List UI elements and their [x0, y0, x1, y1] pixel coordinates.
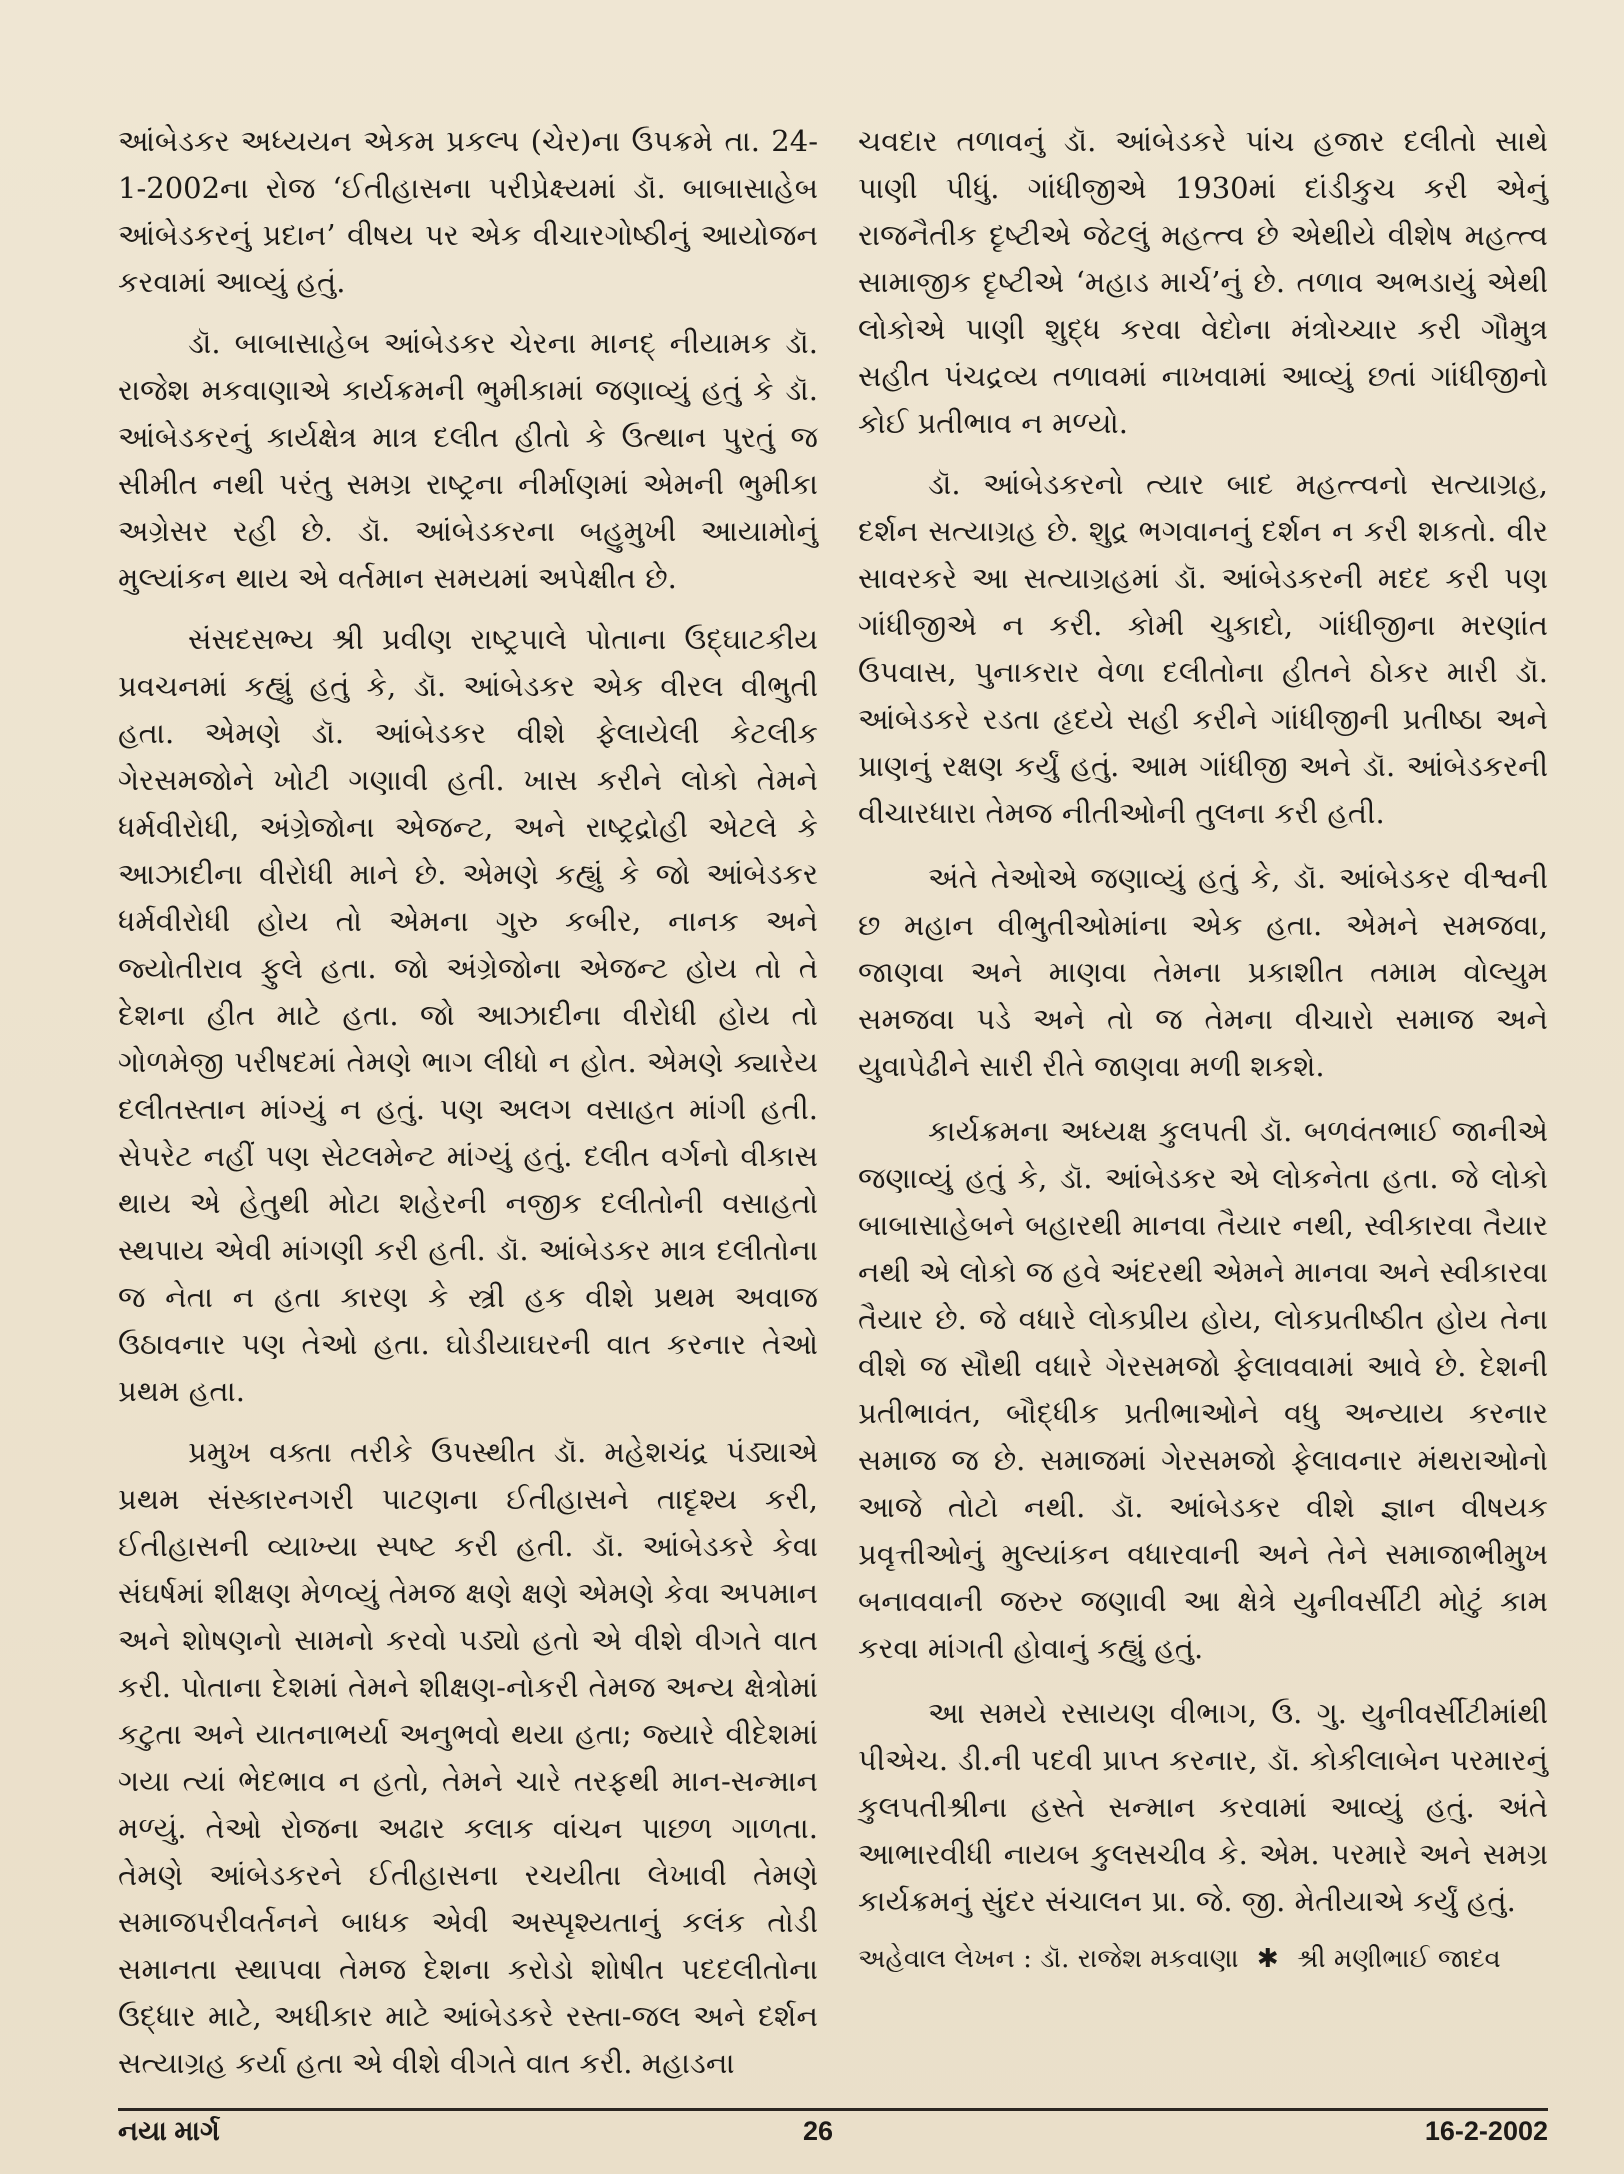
paragraph: ડૉ. બાબાસાહેબ આંબેડકર ચેરના માનદ્ નીયામક ડૉ. રાજેશ મકવાણાએ કાર્યક્રમની ભુમીકામાં જણાવ્યું હતું કે ડૉ. આંબેડકરનું કાર્યક્ષેત્ર માત્ર દલીત હીતો કે ઉત્થાન પુરતું જ સીમીત નથી પરંતુ સમગ્ર રાષ્ટ્રના નીર્માણમાં એમની ભુમીકા અગ્રેસર રહી છે. ડૉ. આંબેડકરના બહુમુખી આયામોનું મુલ્યાંકન થાય એ વર્તમાન સમયમાં અપેક્ષીત છે.: [118, 326, 818, 595]
paragraph: આંબેડકર અધ્યયન એકમ પ્રકલ્પ (ચેર)ના ઉપક્રમે તા. 24-1-2002ના રોજ ‘ઈતીહાસના પરીપ્રેક્ષ્યમાં ડૉ. બાબાસાહેબ આંબેડકરનું પ્રદાન’ વીષય પર એક વીચારગોષ્ઠીનું આયોજન કરવામાં આવ્યું હતું.: [118, 124, 818, 299]
page-number: 26: [802, 2116, 834, 2146]
left-column: [118, 118, 818, 2101]
publication-name: નયા માર્ગ: [118, 2116, 220, 2146]
footer-divider: [118, 2108, 1548, 2111]
paragraph: પ્રમુખ વક્તા તરીકે ઉપસ્થીત ડૉ. મહેશચંદ્ર પંડ્યાએ પ્રથમ સંસ્કારનગરી પાટણના ઈતીહાસને તાદૃશ્ય કરી, ઈતીહાસની વ્યાખ્યા સ્પષ્ટ કરી હતી. ડૉ. આંબેડકરે કેવા સંઘર્ષમાં શીક્ષણ મેળવ્યું તેમજ ક્ષણે ક્ષણે એમણે કેવા અપમાન અને શોષણનો સામનો કરવો પડ્યો હતો એ વીશે વીગતે વાત કરી. પોતાના દેશમાં તેમને શીક્ષણ-નોકરી તેમજ અન્ય ક્ષેત્રોમાં કટુતા અને યાતનાભર્યા અનુભવો થયા હતા; જ્યારે વીદેશમાં ગયા ત્યાં ભેદભાવ ન હતો, તેમને ચારે તરફથી માન-સન્માન મળ્યું. તેઓ રોજના અઢાર કલાક વાંચન પાછળ ગાળતા. તેમણે આંબેડકરને ઈતીહાસના રચયીતા લેખાવી તેમણે સમાજપરીવર્તનને બાધક એવી અસ્પૃશ્યતાનું કલંક તોડી સમાનતા સ્થાપવા તેમજ દેશના કરોડો શોષીત પદદલીતોના ઉદ્ધાર માટે, અધીકાર માટે આંબેડકરે રસ્તા-જલ અને દર્શન સત્યાગ્રહ કર્યા હતા એ વીશે વીગતે વાત કરી. મહાડના: [118, 1435, 818, 2080]
star-icon: ✱: [1256, 1944, 1279, 1974]
paragraph: અંતે તેઓએ જણાવ્યું હતું કે, ડૉ. આંબેડકર વીશ્વની છ મહાન વીભુતીઓમાંના એક હતા. એમને સમજવા, જાણવા અને માણવા તેમના પ્રકાશીત તમામ વોલ્યુમ સમજવા પડે અને તો જ તેમના વીચારો સમાજ અને યુવાપેઢીને સારી રીતે જાણવા મળી શકશે.: [858, 861, 1548, 1083]
byline-author: અહેવાલ લેખન : ડૉ. રાજેશ મકવાણા: [858, 1944, 1239, 1974]
paragraph: આ સમયે રસાયણ વીભાગ, ઉ. ગુ. યુનીવર્સીટીમાંથી પીએચ. ડી.ની પદવી પ્રાપ્ત કરનાર, ડૉ. કોકીલાબેન પરમારનું કુલપતીશ્રીના હસ્તે સન્માન કરવામાં આવ્યું હતું. અંતે આભારવીધી નાયબ કુલસચીવ કે. એમ. પરમારે અને સમગ્ર કાર્યક્રમનું સુંદર સંચાલન પ્રા. જે. જી. મેતીયાએ કર્યું હતું.: [858, 1696, 1548, 1918]
page-footer: [118, 2116, 1548, 2156]
right-column: [858, 118, 1548, 1979]
paragraph: સંસદસભ્ય શ્રી પ્રવીણ રાષ્ટ્રપાલે પોતાના ઉદ્ઘાટકીય પ્રવચનમાં કહ્યું હતું કે, ડૉ. આંબેડકર એક વીરલ વીભુતી હતા. એમણે ડૉ. આંબેડકર વીશે ફેલાયેલી કેટલીક ગેરસમજોને ખોટી ગણાવી હતી. ખાસ કરીને લોકો તેમને ધર્મવીરોધી, અંગ્રેજોના એજન્ટ, અને રાષ્ટ્રદ્રોહી એટલે કે આઝાદીના વીરોધી માને છે. એમણે કહ્યું કે જો આંબેડકર ધર્મવીરોધી હોય તો એમના ગુરુ કબીર, નાનક અને જ્યોતીરાવ ફુલે હતા. જો અંગ્રેજોના એજન્ટ હોય તો તે દેશના હીત માટે હતા. જો આઝાદીના વીરોધી હોય તો ગોળમેજી પરીષદમાં તેમણે ભાગ લીધો ન હોત. એમણે ક્યારેય દલીતસ્તાન માંગ્યું ન હતું. પણ અલગ વસાહત માંગી હતી. સેપરેટ નહીં પણ સેટલમેન્ટ માંગ્યું હતું. દલીત વર્ગનો વીકાસ થાય એ હેતુથી મોટા શહેરની નજીક દલીતોની વસાહતો સ્થપાય એવી માંગણી કરી હતી. ડૉ. આંબેડકર માત્ર દલીતોના જ નેતા ન હતા કારણ કે સ્ત્રી હક વીશે પ્રથમ અવાજ ઉઠાવનાર પણ તેઓ હતા. ઘોડીયાઘરની વાત કરનાર તેઓ પ્રથમ હતા.: [118, 622, 818, 1408]
paragraph: ચવદાર તળાવનું ડૉ. આંબેડકરે પાંચ હજાર દલીતો સાથે પાણી પીધું. ગાંધીજીએ 1930માં દાંડીકુચ કરી એનું રાજનૈતીક દૃષ્ટીએ જેટલું મહત્ત્વ છે એથીયે વીશેષ મહત્ત્વ સામાજીક દૃષ્ટીએ ‘મહાડ માર્ચ’નું છે. તળાવ અભડાયું એથી લોકોએ પાણી શુદ્ધ કરવા વેદોના મંત્રોચ્ચાર કરી ગૌમુત્ર સહીત પંચદ્રવ્ય તળાવમાં નાખવામાં આવ્યું છતાં ગાંધીજીનો કોઈ પ્રતીભાવ ન મળ્યો.: [858, 124, 1548, 440]
paragraph: ડૉ. આંબેડકરનો ત્યાર બાદ મહત્ત્વનો સત્યાગ્રહ, દર્શન સત્યાગ્રહ છે. શુદ્ર ભગવાનનું દર્શન ન કરી શકતો. વીર સાવરકરે આ સત્યાગ્રહમાં ડૉ. આંબેડકરની મદદ કરી પણ ગાંધીજીએ ન કરી. કોમી ચુકાદો, ગાંધીજીના મરણાંત ઉપવાસ, પુનાકરાર વેળા દલીતોના હીતને ઠોકર મારી ડૉ. આંબેડકરે રડતા હૃદયે સહી કરીને ગાંધીજીની પ્રતીષ્ઠા અને પ્રાણનું રક્ષણ કર્યું હતું. આમ ગાંધીજી અને ડૉ. આંબેડકરની વીચારધારા તેમજ નીતીઓની તુલના કરી હતી.: [858, 467, 1548, 830]
report-byline: [858, 1939, 1548, 1979]
byline-coauthor: શ્રી મણીભાઈ જાદવ: [1296, 1944, 1501, 1974]
paragraph: કાર્યક્રમના અધ્યક્ષ કુલપતી ડૉ. બળવંતભાઈ જાનીએ જણાવ્યું હતું કે, ડૉ. આંબેડકર એ લોકનેતા હતા. જે લોકો બાબાસાહેબને બહારથી માનવા તૈયાર નથી, સ્વીકારવા તૈયાર નથી એ લોકો જ હવે અંદરથી એમને માનવા અને સ્વીકારવા તૈયાર છે. જે વધારે લોકપ્રીય હોય, લોકપ્રતીષ્ઠીત હોય તેના વીશે જ સૌથી વધારે ગેરસમજો ફેલાવવામાં આવે છે. દેશની પ્રતીભાવંત, બૌદ્ધીક પ્રતીભાઓને વધુ અન્યાય કરનાર સમાજ જ છે. સમાજમાં ગેરસમજો ફેલાવનાર મંથરાઓનો આજે તોટો નથી. ડૉ. આંબેડકર વીશે જ્ઞાન વીષયક પ્રવૃત્તીઓનું મુલ્યાંકન વધારવાની અને તેને સમાજાભીમુખ બનાવવાની જરુર જણાવી આ ક્ષેત્રે યુનીવર્સીટી મોટું કામ કરવા માંગતી હોવાનું કહ્યું હતું.: [858, 1114, 1548, 1665]
issue-date: 16-2-2002: [1424, 2116, 1548, 2146]
